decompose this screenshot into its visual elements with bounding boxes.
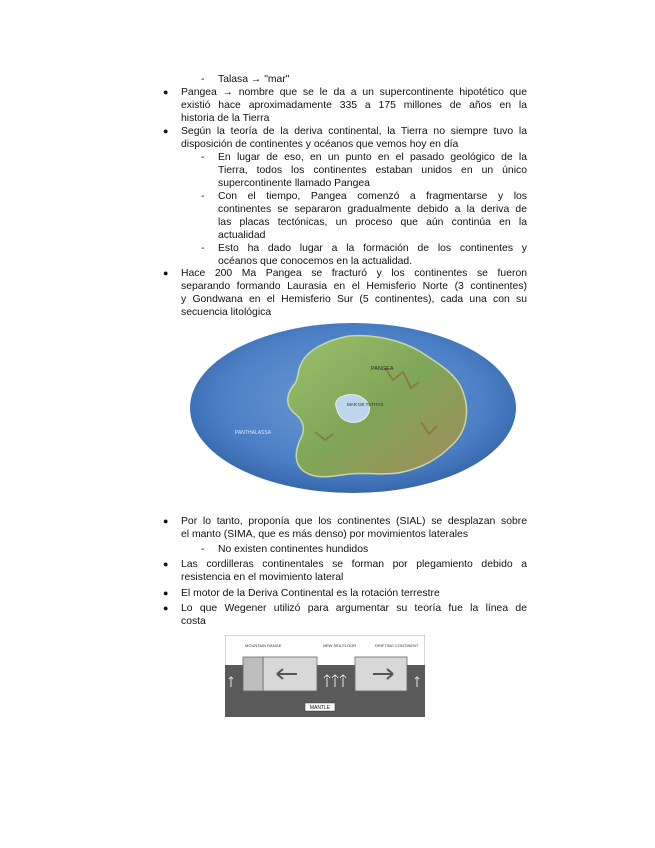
text-line: el manto (SIMA, que es más denso) por movimientos laterales: [181, 529, 469, 540]
bullet-item: [181, 515, 527, 541]
label-mantle: MANTLE: [309, 705, 331, 711]
text-line: disposición de continentes y océanos que vemos hoy en día: [181, 139, 459, 150]
sub-item: [218, 151, 527, 190]
text-line: Las cordilleras continentales se forman por plegamiento debido a: [181, 559, 527, 570]
bullet-marker: ●: [163, 603, 169, 613]
pangea-map-image: [189, 322, 517, 494]
label-pangea: PANGEA: [371, 366, 394, 372]
text-line: El motor de la Deriva Continental es la rotación terrestre: [181, 588, 440, 599]
text-line: historia de la Tierra: [181, 113, 270, 124]
text-line: Esto ha dado lugar a la formación de los continentes y: [218, 243, 527, 254]
text-line: Pangea → nombre que se le da a un supercontinente hipotético que: [181, 87, 527, 98]
dash-marker: -: [201, 544, 205, 555]
bullet-item: [181, 602, 527, 628]
text-line: Talasa → "mar": [218, 74, 290, 85]
text-line: las placas tectónicas, un proceso que aún continúa en la: [218, 217, 527, 228]
text-line: existió hace aproximadamente 335 a 175 millones de años en la: [181, 100, 527, 111]
dash-marker: -: [201, 152, 205, 163]
label-drifting-continent: DRIFTING CONTINENT: [375, 643, 419, 648]
bullet-item: [181, 558, 527, 584]
dash-marker: -: [201, 243, 205, 254]
label-mountain-range: MOUNTAIN RANGE: [245, 643, 282, 648]
dash-marker: -: [201, 191, 205, 202]
text-line: Tierra, todos los continentes estaban unidos en un único: [218, 165, 527, 176]
text-line: océanos que conocemos en la actualidad.: [218, 256, 413, 267]
sub-item: [218, 190, 527, 242]
text-line: supercontinente llamado Pangea: [218, 178, 370, 189]
pangea-map-svg: [189, 322, 517, 494]
label-new-sea-floor: NEW SEA FLOOR: [323, 643, 357, 648]
label-panthalassa: PANTHALASSA: [235, 430, 272, 436]
text-line: y Gondwana en el Hemisferio Sur (5 continentes), cada una con su: [181, 294, 527, 305]
text-line: En lugar de eso, en un punto en el pasado geológico de la: [218, 152, 527, 163]
text-line: Con el tiempo, Pangea comenzó a fragmentarse y los: [218, 191, 527, 202]
mountain-block: [243, 657, 263, 691]
bullet-marker: ●: [163, 87, 169, 97]
bullet-item: [181, 267, 527, 319]
text-line: Por lo tanto, proponía que los continentes (SIAL) se desplazan sobre: [181, 516, 527, 527]
drift-diagram-svg: [225, 635, 425, 717]
text-line: resistencia en el movimiento lateral: [181, 572, 344, 583]
sub-item: [218, 73, 527, 86]
bullet-marker: ●: [163, 559, 169, 569]
text-line: Lo que Wegener utilizó para argumentar su teoría fue la línea de: [181, 603, 527, 614]
text-line: Según la teoría de la deriva continental, la Tierra no siempre tuvo la: [181, 126, 527, 137]
text-line: costa: [181, 616, 206, 627]
text-line: continentes se separaron gradualmente debido a la deriva de: [218, 204, 527, 215]
label-tethys: MAR DE TETHYS: [347, 402, 384, 407]
text-line: Hace 200 Ma Pangea se fracturó y los continentes se fueron: [181, 268, 527, 279]
bullet-marker: ●: [163, 126, 169, 136]
text-line: secuencia litológica: [181, 307, 272, 318]
bullet-marker: ●: [163, 588, 169, 598]
text-line: separando formando Laurasia en el Hemisferio Norte (3 continentes): [181, 281, 527, 292]
bullet-marker: ●: [163, 268, 169, 278]
sub-item: [218, 543, 527, 556]
bullet-marker: ●: [163, 516, 169, 526]
text-line: No existen continentes hundidos: [218, 544, 369, 555]
dash-marker: -: [201, 74, 205, 85]
continental-drift-diagram: [225, 635, 425, 717]
bullet-item: [181, 125, 527, 151]
bullet-item: [181, 86, 527, 125]
bullet-item: [181, 587, 527, 600]
sub-item: [218, 242, 527, 268]
text-line: actualidad: [218, 230, 266, 241]
